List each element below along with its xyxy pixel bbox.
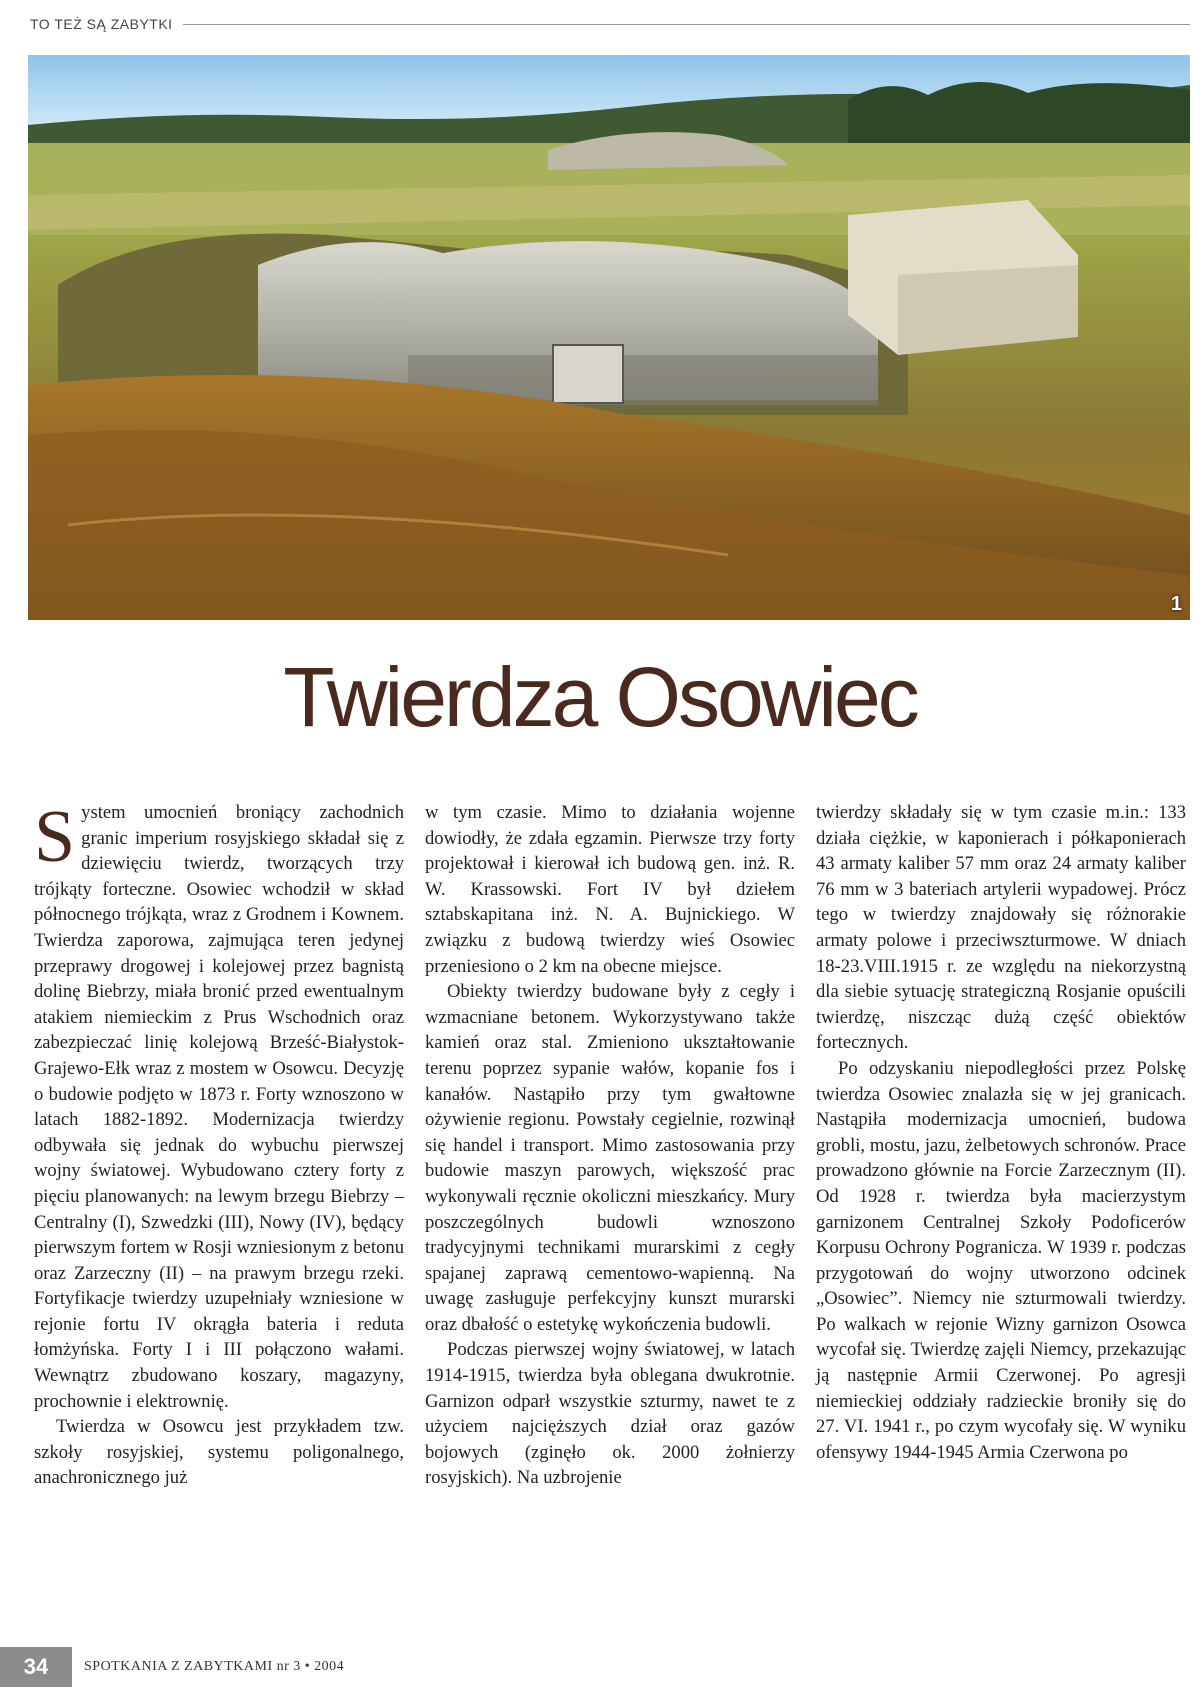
header-rule-line — [183, 24, 1190, 25]
fort-photo-image — [28, 55, 1190, 620]
paragraph-text: ystem umocnień broniący zachodnich granic imperium rosyjskiego składał się z dziewięciu twierdz, tworzących trzy trójkąty forteczne. Osowiec wchodził w skład północnego trójkąta, wraz z Grodnem i Kownem. Twierdza zaporowa, zajmująca teren jedynej przeprawy drogowej i kolejowej przez bagnistą dolinę Biebrzy, miała bronić przed ewentualnym atakiem niemieckim z Prus Wschodnich oraz zabezpieczać linię kolejową Brześć-Białystok-Grajewo-Ełk wraz z mostem w Osowcu. Decyzję o budowie podjęto w 1873 r. Forty wznoszono w latach 1882-1892. Modernizacja twierdzy odbywała się jednak do wybuchu pierwszej wojny światowej. Wybudowano cztery forty z pięciu planowanych: na lewym brzegu Biebrzy – Centralny (I), Szwedzki (III), Nowy (IV), będący pierwszym fortem w Rosji wzniesionym z betonu oraz Zarzeczny (II) – na prawym brzegu rzeki. Fortyfikacje twierdzy uzupełniały wzniesione w rejonie fortu IV okrągła bateria i reduta łomżyńska. Forty I i III połączono wałami. Wewnątrz zbudowano koszary, magazyny, prochownie i elektrownię. — [34, 802, 404, 1412]
article-body — [34, 796, 1186, 1625]
paragraph — [34, 796, 404, 1414]
section-header — [30, 12, 1190, 36]
drop-cap: S — [34, 796, 76, 878]
page-number: 34 — [0, 1647, 72, 1687]
paragraph: Obiekty twierdzy budowane były z cegły i wzmacniane betonem. Wykorzystywano także kamień oraz stal. Zmieniono ukształtowanie terenu poprzez sypanie wałów, kopanie fos i kanałów. Nastąpiło przy tym gwałtowne ożywienie regionu. Powstały cegielnie, rozwinął się handel i transport. Mimo zastosowania przy budowie maszyn parowych, większość prac wykonywali ręcznie okoliczni mieszkańcy. Mury poszczególnych budowli wznoszono tradycyjnymi technikami murarskimi z cegły spajanej zaprawą cementowo-wapienną. Na uwagę zasługuje perfekcyjny kunszt murarski oraz dbałość o estetykę wykończenia budowli. — [425, 981, 795, 1335]
paragraph: w tym czasie. Mimo to działania wojenne dowiodły, że zdała egzamin. Pierwsze trzy forty projektował i kierował ich budową gen. inż. R. W. Krassowski. Fort IV był dziełem sztabskapitana inż. N. A. Bujnickiego. W związku z budową twierdzy wieś Osowiec przeniesiono o 2 km na obecne miejsce. — [425, 802, 795, 977]
paragraph: Po odzyskaniu niepodległości przez Polskę twierdza Osowiec znalazła się w jej granicach. Nastąpiła modernizacja umocnień, budowa grobli, mostu, jazu, żelbetowych schronów. Prace prowadzono głównie na Forcie Zarzecznym (II). Od 1928 r. twierdza była macierzystym garnizonem Centralnej Szkoły Podoficerów Korpusu Ochrony Pogranicza. W 1939 r. podczas przygotowań do wojny utworzono odcinek „Osowiec”. Niemcy nie szturmowali twierdzy. Po walkach w rejonie Wizny garnizon Osowca wycofał się. Twierdzę zajęli Niemcy, przekazując ją następnie Armii Czerwonej. Po agresji niemieckiej oddziały radzieckie broniły się do 27. VI. 1941 r., po czym wycofały się. W wyniku ofensywy 1944-1945 Armia Czerwona po — [816, 1057, 1186, 1463]
publication-info: SPOTKANIA Z ZABYTKAMI nr 3 • 2004 — [84, 1659, 345, 1674]
paragraph: twierdzy składały się w tym czasie m.in.: 133 działa ciężkie, w kaponierach i półkaponierach 43 armaty kaliber 57 mm oraz 24 armaty kaliber 76 mm w 3 bateriach artylerii wypadowej. Prócz tego w twierdzy znajdowały się różnorakie armaty polowe i przeciwszturmowe. W dniach 18-23.VIII.1915 r. ze względu na niekorzystną dla siebie sytuację strategiczną Rosjanie opuścili twierdzę, niszcząc dużą część obiektów fortecznych. — [816, 802, 1186, 1054]
photo-number: 1 — [1170, 593, 1182, 615]
fort-photo — [28, 55, 1190, 620]
article-column-2 — [425, 800, 795, 1625]
paragraph: Twierdza w Osowcu jest przykładem tzw. szkoły rosyjskiej, systemu poligonalnego, anachronicznego już — [34, 1416, 404, 1489]
section-label: TO TEŻ SĄ ZABYTKI — [30, 16, 173, 32]
paragraph: Podczas pierwszej wojny światowej, w latach 1914-1915, twierdza była oblegana dwukrotnie. Garnizon odparł wszystkie szturmy, nawet te z użyciem najcięższych dział oraz gazów bojowych (zginęło ok. 2000 żołnierzy rosyjskich). Na uzbrojenie — [425, 1339, 795, 1489]
article-title: Twierdza Osowiec — [283, 650, 917, 744]
page-footer — [0, 1645, 1200, 1689]
article-column-3 — [816, 800, 1186, 1625]
article-column-1 — [34, 796, 404, 1625]
